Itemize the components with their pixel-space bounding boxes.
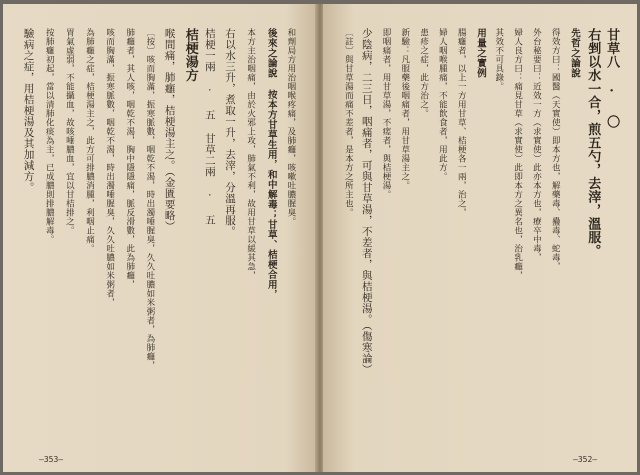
text-column <box>100 28 120 438</box>
left-page <box>3 4 317 472</box>
column-text: 其效不可具錄。 <box>493 28 504 91</box>
text-column <box>508 28 527 438</box>
text-column <box>120 28 140 438</box>
column-text: 肺癰者，其人咳，咽乾不渴，胸中隱隱痛，脈反滑數，此為肺癰， <box>124 28 135 289</box>
column-text: 咳而胸滿，振寒脈數，咽乾不渴，時出濁唾腥臭，久久吐膿如米粥者， <box>104 28 115 307</box>
text-column <box>140 28 160 438</box>
column-text: 婦人咽喉腫痛，不能飲食者，用此方。 <box>437 28 448 181</box>
text-column <box>546 28 565 438</box>
text-column <box>489 28 508 438</box>
text-column <box>39 28 59 438</box>
text-column <box>19 28 39 438</box>
column-text: 為肺癰之症，桔梗湯主之，此方可排膿消腫，利咽止痛。 <box>84 28 95 253</box>
text-column <box>339 28 358 438</box>
text-column <box>241 28 261 438</box>
column-text: 少陰病，二三日，咽痛者，可與甘草湯，不差者，與桔梗湯。（傷寒論） <box>360 28 373 375</box>
column-text: 得效方曰：國醫（天實使）即本方也，解藥毒、蠱毒、蛇毒， <box>550 28 561 271</box>
column-text: 外台秘要曰：近效一方（求實使）此亦本方也，療卒中毒， <box>531 28 542 262</box>
column-text: 先哲之論說 <box>568 28 580 78</box>
column-text: 腸癰者，以上一方用甘草、桔梗各一兩，治之， <box>456 28 467 217</box>
column-text: 驗病之症，用桔梗湯及其加減方。 <box>22 28 35 193</box>
text-column <box>395 28 414 438</box>
column-text: 新驗：凡服藥後咽痛者，用甘草湯主之。 <box>399 28 410 190</box>
text-column <box>602 28 621 438</box>
column-text: 按肺癰初起，當以清肺化痰為主，已成膿則排膿解毒。 <box>44 28 55 244</box>
right-page <box>323 4 637 472</box>
text-column <box>433 28 452 438</box>
column-text: 本方主治咽痛，由於火邪上攻，肺氣不利，故用甘草以緩其急， <box>245 28 256 280</box>
column-text: 婦人良方曰：痛見甘草（求實使）此即本方之異名也，治乳癰， <box>512 28 523 280</box>
text-column <box>59 28 79 438</box>
column-text: 胃氣虛弱，不能攝血，故咳唾膿血，宜以甘桔排之。 <box>64 28 75 235</box>
column-text: 桔梗一兩 · 五 甘草二兩 · 五 <box>203 28 216 226</box>
text-column <box>527 28 546 438</box>
column-text: 和劑局方用治咽喉疼痛，及肺癰，咳嗽吐膿腥臭。 <box>285 28 296 226</box>
text-column <box>358 28 377 438</box>
text-column <box>180 28 200 438</box>
page-number: —352— <box>573 455 598 464</box>
column-text: 〔註〕與甘草湯而痛不差者，是本方之所主也。 <box>343 28 354 217</box>
text-column <box>79 28 99 438</box>
text-column <box>160 28 180 438</box>
column-text: 喉間痛，肺癰，桔梗湯主之。（金匱要略） <box>163 28 176 232</box>
text-column <box>261 28 281 438</box>
column-text: 〔按〕咳而胸滿，振寒脈數，咽乾不渴，時出濁唾腥臭，久久吐膿如米粥者，為肺癰， <box>144 28 155 370</box>
open-book <box>3 4 637 472</box>
text-column <box>377 28 396 438</box>
column-text: 即咽痛者，用甘草湯，不瘥者，與桔梗湯。 <box>380 28 391 199</box>
column-text: 甘草八 · 〇 <box>604 28 620 129</box>
text-column <box>452 28 471 438</box>
column-text: 後來之論說 按本方甘草生用，和中解毒；甘草、桔梗合用， <box>265 28 277 300</box>
text-column <box>281 28 301 438</box>
column-text: 右以水三升，煮取一升，去滓，分溫再服。 <box>223 28 236 237</box>
column-text: 桔梗湯方 <box>182 28 198 82</box>
page-number: —353— <box>39 455 64 464</box>
column-text: 右剉以水一合，煎五勺，去滓，溫服。 <box>585 28 601 258</box>
text-column <box>220 28 240 438</box>
text-column <box>200 28 220 438</box>
text-column <box>583 28 602 438</box>
text-column <box>565 28 584 438</box>
text-column <box>471 28 490 438</box>
column-text: 用量之實例 <box>474 28 486 78</box>
column-text: 患疹之症，此方治之。 <box>418 28 429 118</box>
text-column <box>414 28 433 438</box>
